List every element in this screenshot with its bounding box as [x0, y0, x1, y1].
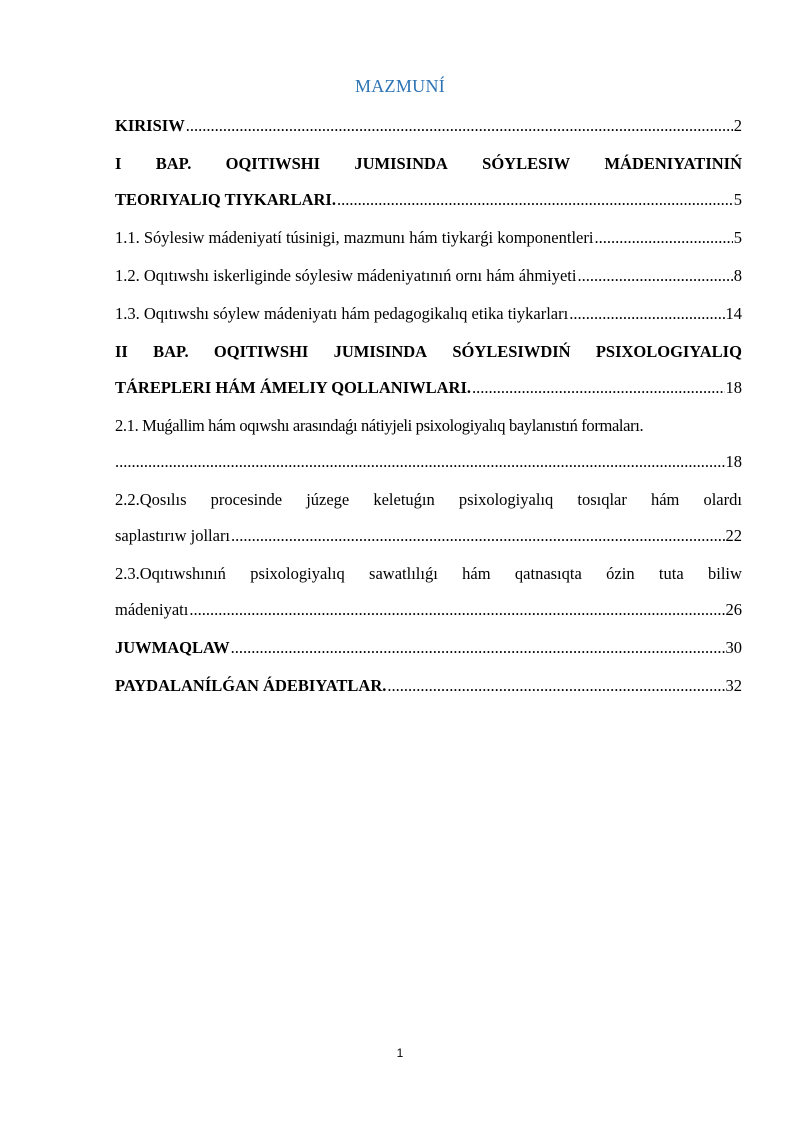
heading-word: tosıqlar: [577, 490, 627, 509]
toc-entry-2-3[interactable]: [115, 556, 742, 628]
heading-word: procesinde: [210, 490, 283, 509]
dot-leader: [337, 182, 733, 218]
heading-word: ózin: [606, 564, 635, 583]
toc-entry-1-2[interactable]: [115, 258, 742, 294]
heading-word: PSIXOLOGIYALIQ: [595, 342, 742, 361]
dot-leader: [472, 370, 724, 406]
dot-leader: [186, 108, 733, 144]
toc-title: MAZMUNÍ: [354, 76, 446, 96]
heading-word: keletuǵın: [373, 490, 435, 509]
dot-leader: [594, 220, 732, 256]
toc-entry-page: 14: [725, 304, 742, 323]
heading-word: SÓYLESIW: [482, 154, 571, 173]
heading-word: olardı: [703, 490, 742, 509]
table-of-contents: [115, 108, 742, 704]
toc-entry-label-line1: [115, 482, 742, 518]
heading-word: 2.3.Oqıtıwshınıń: [115, 564, 226, 583]
heading-word: OQITIWSHI: [225, 154, 321, 173]
toc-entry-label: 1.2. Oqıtıwshı iskerliginde sóylesiw mádeniyatınıń ornı hám áhmiyeti: [115, 266, 577, 285]
heading-word: sawatlılıǵı: [369, 564, 438, 583]
dot-leader: [577, 258, 732, 294]
dot-leader: [569, 296, 724, 332]
toc-entry-page: 5: [733, 190, 742, 209]
toc-entry-label: JUWMAQLAW: [115, 638, 230, 657]
dot-leader: [189, 592, 724, 628]
toc-entry-page: 32: [725, 676, 742, 695]
toc-entry-juwmaqlaw[interactable]: [115, 630, 742, 666]
toc-entry-label-line2: saplastırıw jolları: [115, 526, 231, 545]
heading-word: hám: [650, 490, 680, 509]
toc-entry-page: 30: [725, 638, 742, 657]
toc-entry-page: 18: [725, 378, 742, 397]
heading-word: JUMISINDA: [333, 342, 428, 361]
toc-entry-label: PAYDALANÍLǴAN ÁDEBIYATLAR.: [115, 676, 387, 695]
heading-word: júzege: [306, 490, 350, 509]
toc-entry-label: 1.3. Oqıtıwshı sóylew mádeniyatı hám pedagogikalıq etika tiykarları: [115, 304, 569, 323]
toc-entry-label-line2: TEORIYALIQ TIYKARLARI.: [115, 190, 336, 209]
heading-word: II: [115, 342, 128, 361]
heading-word: BAP.: [155, 154, 192, 173]
toc-entry-paydalanilgan-adebiyatlar[interactable]: [115, 668, 742, 704]
dot-leader: [231, 630, 725, 666]
heading-word: JUMISINDA: [354, 154, 448, 173]
heading-word: hám: [462, 564, 491, 583]
toc-entry-label-line2: TÁREPLERI HÁM ÁMELIY QOLLANIWLARI.: [115, 378, 472, 397]
heading-word: SÓYLESIWDIŃ: [452, 342, 571, 361]
toc-entry-page: 5: [733, 228, 742, 247]
dot-leader: [231, 518, 724, 554]
toc-entry-chapter-2[interactable]: [115, 334, 742, 406]
heading-word: biliw: [708, 564, 742, 583]
dot-leader: [387, 668, 724, 704]
toc-entry-label-line2: mádeniyatı: [115, 600, 189, 619]
heading-word: 2.2.Qosılıs: [115, 490, 187, 509]
dot-leader: [115, 444, 725, 480]
toc-entry-1-1[interactable]: [115, 220, 742, 256]
toc-entry-label-line1: [115, 556, 742, 592]
toc-entry-1-3[interactable]: [115, 296, 742, 332]
toc-entry-2-1[interactable]: [115, 408, 742, 480]
page-number: 1: [396, 1046, 404, 1060]
toc-entry-kirisiw[interactable]: [115, 108, 742, 144]
heading-word: MÁDENIYATINIŃ: [604, 154, 742, 173]
toc-entry-page: 18: [725, 452, 742, 471]
toc-entry-2-2[interactable]: [115, 482, 742, 554]
toc-entry-label: KIRISIW: [115, 116, 185, 135]
toc-entry-page: 26: [725, 600, 742, 619]
heading-word: qatnasıqta: [514, 564, 582, 583]
heading-word: psixologiyalıq: [458, 490, 554, 509]
toc-entry-page: 22: [725, 526, 742, 545]
heading-word: BAP.: [153, 342, 189, 361]
heading-word: OQITIWSHI: [213, 342, 309, 361]
toc-entry-label-line1: [115, 146, 742, 182]
toc-entry-chapter-1[interactable]: [115, 146, 742, 218]
toc-entry-page: 8: [733, 266, 742, 285]
heading-word: I: [115, 154, 122, 173]
heading-word: tuta: [658, 564, 684, 583]
toc-entry-page: 2: [733, 116, 742, 135]
heading-word: psixologiyalıq: [250, 564, 345, 583]
toc-entry-label-line1: [115, 334, 742, 370]
toc-entry-label-line1: 2.1. Muǵallim hám oqıwshı arasındaǵı nátiyjeli psixologiyalıq baylanıstıń formaları.: [115, 416, 644, 435]
toc-entry-label: 1.1. Sóylesiw mádeniyatí túsinigi, mazmunı hám tiykarǵi komponentleri: [115, 228, 594, 247]
